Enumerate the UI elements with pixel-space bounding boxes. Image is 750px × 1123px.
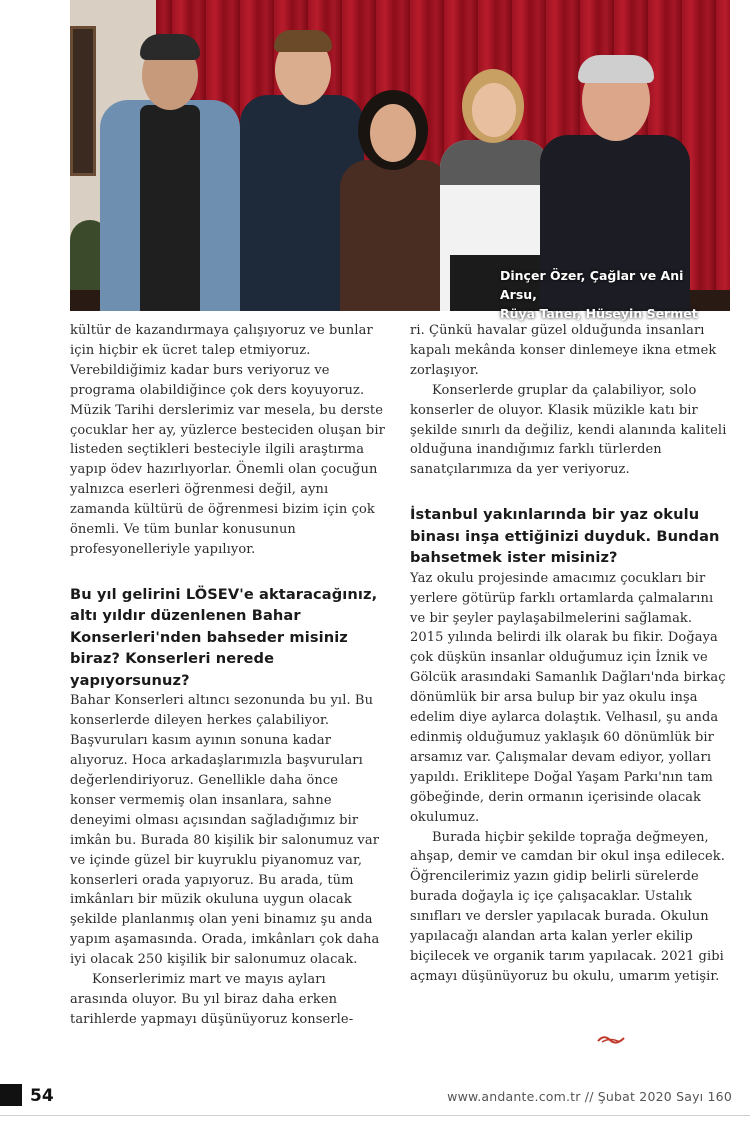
right-paragraph-4: Burada hiçbir şekilde toprağa değmeyen, ahşap, demir ve camdan bir okul inşa edilecek. Öğrencilerimiz yazın gidip belirli sürelerde burada doğayla iç içe çalışacaklar. Ustalık sınıfları ve dersler yapılacak burada. Okulun yapılacağı alandan arta kalan yerler ekilip biçilecek ve organik tarım yapılacak. 2021 gibi açmayı düşünüyoruz bu okulu, umarım yetişir. bbox=[410, 829, 725, 984]
publication-footer: www.andante.com.tr // Şubat 2020 Sayı 160 bbox=[447, 1089, 732, 1104]
left-column bbox=[70, 321, 386, 1030]
right-paragraph-1: ri. Çünkü havalar güzel olduğunda insanları kapalı mekânda konser dinlemeye ikna etmek zorlaşıyor. bbox=[410, 323, 717, 378]
article-photo bbox=[70, 0, 730, 321]
footer-divider bbox=[0, 1115, 750, 1116]
left-paragraph-2: Bahar Konserleri altıncı sezonunda bu yıl. Bu konserlerde dileyen herkes çalabiliyor. Başvuruları kasım ayının sonuna kadar alıyoruz. Hoca arkadaşlarımızla başvuruları değerlendiriyoruz. Genellikle daha önce konser vermemiş olan insanlara, sahne deneyimi olması açısından sağladığımız bir imkân bu. Burada 80 kişilik bir salonumuz var ve içinde güzel bir kuyruklu piyanomuz var, konserleri orada yapıyoruz. Bu arada, tüm imkânları bir müzik okuluna uygun olacak şekilde planlanmış olan yeni binamız şu anda yapım aşamasında. Orada, imkânları çok daha iyi olacak 250 kişilik bir salonumuz olacak. bbox=[70, 693, 380, 968]
left-paragraph-3: Konserlerimiz mart ve mayıs ayları arasında oluyor. Bu yıl biraz daha erken tarihlerde yapmayı düşünüyoruz konserle- bbox=[70, 972, 354, 1027]
caption-line-1: Dinçer Özer, Çağlar ve Ani Arsu, bbox=[500, 268, 684, 302]
caption-line-2: Rüya Taner, Hüseyin Sermet bbox=[500, 306, 698, 321]
signature-mark-icon bbox=[596, 1032, 626, 1044]
photo-caption bbox=[500, 266, 716, 323]
left-question-heading: Bu yıl gelirini LÖSEV'e aktaracağınız, altı yıldır düzenlenen Bahar Konserleri'nden bahseder misiniz biraz? Konserleri nerede yapıyorsunuz? bbox=[70, 585, 378, 689]
wall-frame bbox=[70, 26, 96, 176]
right-question-heading: İstanbul yakınlarında bir yaz okulu binası inşa ettiğinizi duyduk. Bundan bahsetmek ister misiniz? bbox=[410, 506, 720, 567]
right-paragraph-2: Konserlerde gruplar da çalabiliyor, solo konserler de oluyor. Klasik müzikle katı bir şekilde sınırlı da değiliz, kendi alanında kaliteli olduğuna inandığımız farklı türlerden sanatçılarımıza da yer veriyoruz. bbox=[410, 382, 727, 478]
page-number: 54 bbox=[30, 1086, 54, 1106]
right-paragraph-3: Yaz okulu projesinde amacımız çocukları bir yerlere götürüp farklı ortamlarda çalmalarını ve bir şeyler paylaşabilmelerini sağlamak. 2015 yılında belirdi ilk olarak bu fikir. Doğaya çok düşkün insanlar olduğumuz için İznik ve Gölcük arasındaki Samanlık Dağları'nda birkaç dönümlük bir arsa bulup bir yaz okulu inşa edelim diye aylarca dolaştık. Velhasıl, şu anda edinmiş olduğumuz yaklaşık 60 dönümlük bir arsamız var. Çalışmalar devam ediyor, yolları yapıldı. Eriklitepe Doğal Yaşam Parkı'nın tam göbeğinde, derin ormanın içerisinde olacak okulumuz. bbox=[410, 570, 726, 825]
right-column bbox=[410, 321, 728, 987]
page-number-block bbox=[0, 1084, 22, 1106]
left-paragraph-1: kültür de kazandırmaya çalışıyoruz ve bunlar için hiçbir ek ücret talep etmiyoruz. Verebildiğimiz kadar burs veriyoruz ve programa olabildiğince çok ders koyuyoruz. Müzik Tarihi derslerimiz var mesela, bu derste çocuklar her ay, yüzlerce besteciden oluşan bir listeden seçtikleri besteciyle ilgili araştırma yapıp ödev hazırlıyorlar. Önemli olan çocuğun yalnızca eserleri öğrenmesi değil, aynı zamanda kültürü de öğrenmesi bizim için çok önemli. Ve tüm bunlar konusunun profesyonelleriyle yapılıyor. bbox=[70, 323, 385, 557]
